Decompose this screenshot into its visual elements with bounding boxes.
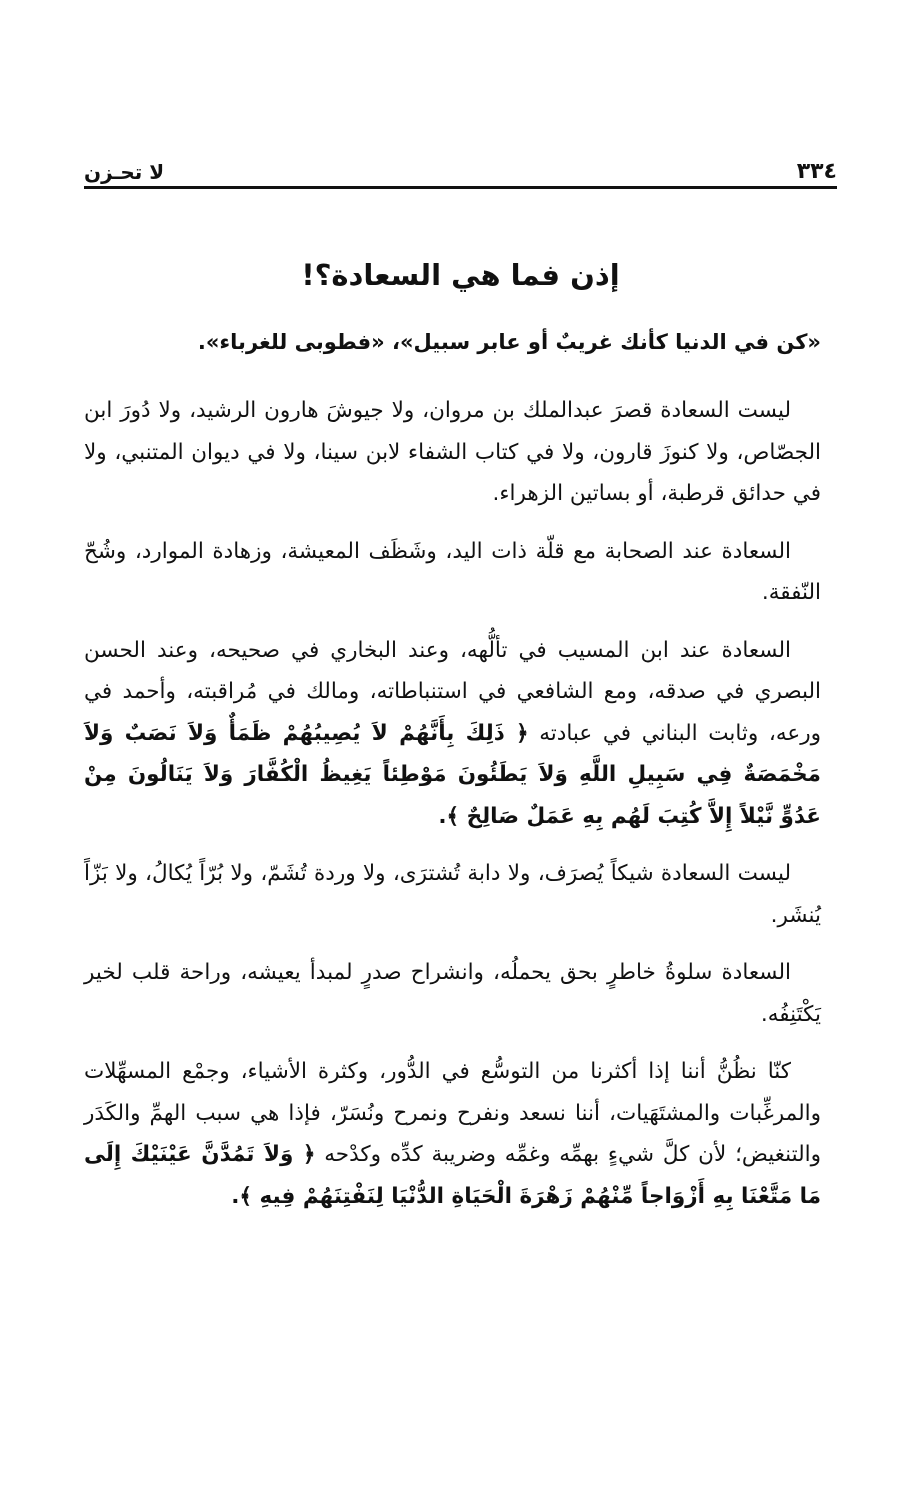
paragraph: السعادة عند الصحابة مع قلّة ذات اليد، وشَظَف المعيشة، وزهادة الموارد، وشُحّ النّفقة.: [84, 538, 821, 605]
header-divider: [84, 186, 837, 189]
epigraph: «كن في الدنيا كأنك غريبٌ أو عابر سبيل»، «فطوبى للغرباء».: [197, 330, 821, 354]
paragraph: ليست السعادة قصرَ عبدالملك بن مروان، ولا جيوشَ هارون الرشيد، ولا دُورَ ابن الجصّاص، ولا كنوزَ قارون، ولا في كتاب الشفاء لابن سينا، ولا في ديوان المتنبي، ولا في حدائق قرطبة، أو بساتين الزهراء.: [84, 398, 821, 506]
book-title: لا تحـزن: [84, 160, 165, 184]
paragraph: ليست السعادة شيكاً يُصرَف، ولا دابة تُشترَى، ولا وردة تُشَمّ، ولا بُرّاً يُكالُ، ولا بَزّاً يُنشَر.: [84, 861, 821, 928]
paragraph: [84, 1051, 821, 1217]
quran-verse: ﴿ وَلاَ تَمُدَّنَّ عَيْنَيْكَ إِلَى مَا مَتَّعْنَا بِهِ أَزْوَاجاً مِّنْهُمْ زَهْرَةَ الْحَيَاةِ الدُّنْيَا لِنَفْتِنَهُمْ فِيهِ ﴾.: [84, 1142, 821, 1209]
page-header: [84, 150, 837, 184]
paragraph-text: كنّا نظُنُّ أننا إذا أكثرنا من التوسُّع في الدُّور، وكثرة الأشياء، وجمْع المسهِّلات والمرغِّبات والمشتَهَيات، أننا نسعد ونفرح ونمرح ونُسَرّ، فإذا هي سبب الهمِّ والكَدَر والتنغيض؛ لأن كلَّ شيءٍ بهمِّه وغمِّه وضريبة كدِّه وكدْحه: [84, 1059, 821, 1167]
paragraph: [84, 630, 821, 838]
page-number: ٣٣٤: [796, 159, 837, 184]
chapter-title: إذن فما هي السعادة؟!: [301, 258, 620, 292]
paragraph-text: السعادة عند ابن المسيب في تألُّهه، وعند البخاري في صحيحه، وعند الحسن البصري في صدقه، ومع الشافعي في استنباطاته، ومالك في مُراقبته، وأحمد في ورعه، وثابت البناني في عبادته: [84, 637, 821, 746]
paragraph: السعادة سلوةُ خاطرٍ بحق يحملُه، وانشراح صدرٍ لمبدأ يعيشه، وراحة قلب لخير يَكْتَنِفُه.: [84, 960, 821, 1027]
body-text: [84, 390, 821, 1233]
quran-verse: ﴿ ذَلِكَ بِأَنَّهُمْ لاَ يُصِيبُهُمْ ظَمَأٌ وَلاَ نَصَبٌ وَلاَ مَخْمَصَةٌ فِي سَبِيلِ اللَّهِ وَلاَ يَطَئُونَ مَوْطِئاً يَغِيظُ الْكُفَّارَ وَلاَ يَنَالُونَ مِنْ عَدُوٍّ نَّيْلاً إِلاَّ كُتِبَ لَهُم بِهِ عَمَلٌ صَالِحٌ ﴾.: [84, 720, 821, 829]
